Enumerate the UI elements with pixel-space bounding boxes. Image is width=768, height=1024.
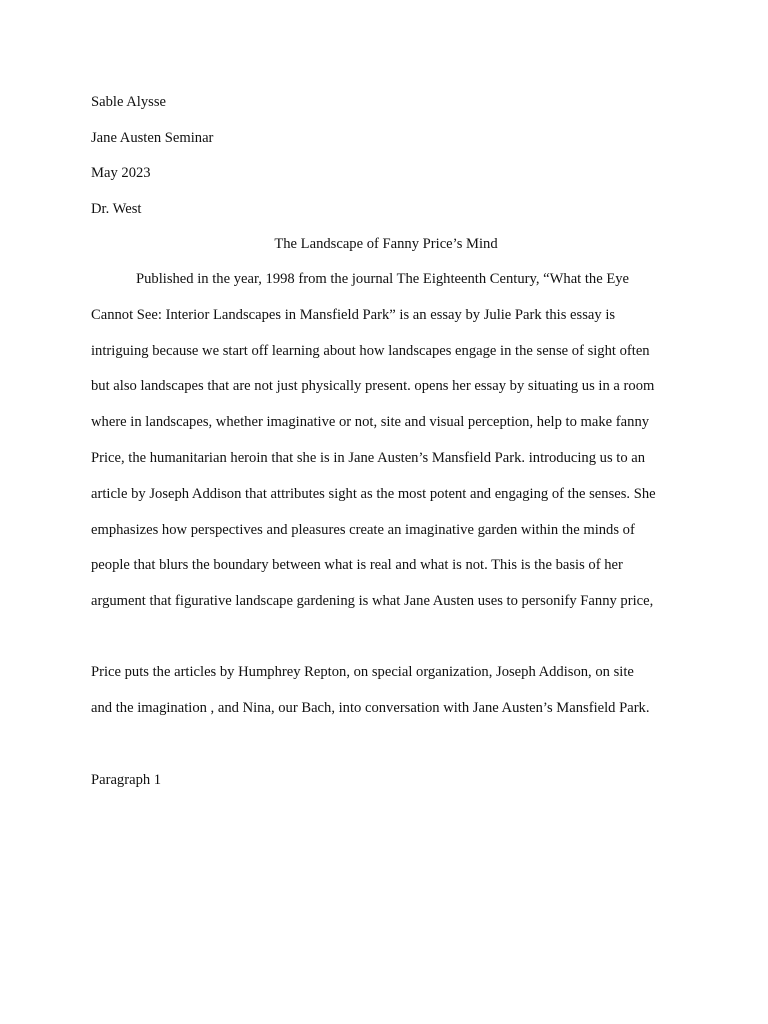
- paragraph-line: Price, the humanitarian heroin that she is in Jane Austen’s Mansfield Park. introducing us to an: [91, 449, 646, 466]
- paragraph-line: argument that figurative landscape gardening is what Jane Austen uses to personify Fanny price,: [91, 593, 654, 610]
- essay-title: The Landscape of Fanny Price’s Mind: [274, 236, 498, 252]
- blank-line: [91, 731, 681, 767]
- paragraph-line: people that blurs the boundary between what is real and what is not. This is the basis of her: [91, 557, 623, 574]
- course-name: Jane Austen Seminar: [91, 129, 214, 146]
- paragraph-one: [91, 266, 681, 624]
- document-body: [91, 89, 681, 802]
- paragraph-line: article by Joseph Addison that attributes sight as the most potent and engaging of the senses. She: [91, 485, 656, 502]
- paragraph-line: where in landscapes, whether imaginative or not, site and visual perception, help to make fanny: [91, 414, 650, 431]
- blank-line: [91, 624, 681, 660]
- author-name: Sable Alysse: [91, 94, 166, 110]
- paragraph-line: intriguing because we start off learning about how landscapes engage in the sense of sight often: [91, 342, 650, 359]
- section-label: Paragraph 1: [91, 771, 162, 788]
- paragraph-line: Price puts the articles by Humphrey Repton, on special organization, Joseph Addison, on site: [91, 664, 634, 681]
- date-line: May 2023: [91, 165, 151, 181]
- paragraph-line: Cannot See: Interior Landscapes in Mansfield Park” is an essay by Julie Park this essay is: [91, 306, 616, 323]
- paragraph-line: but also landscapes that are not just physically present. opens her essay by situating us in a room: [91, 378, 655, 395]
- paragraph-line: emphasizes how perspectives and pleasures create an imaginative garden within the minds of: [91, 521, 635, 538]
- instructor-name: Dr. West: [91, 200, 142, 217]
- paragraph-two: [91, 659, 681, 731]
- paragraph-line: Published in the year, 1998 from the journal The Eighteenth Century, “What the Eye: [136, 271, 630, 287]
- paragraph-line: and the imagination , and Nina, our Bach, into conversation with Jane Austen’s Mansfield Park.: [91, 700, 650, 717]
